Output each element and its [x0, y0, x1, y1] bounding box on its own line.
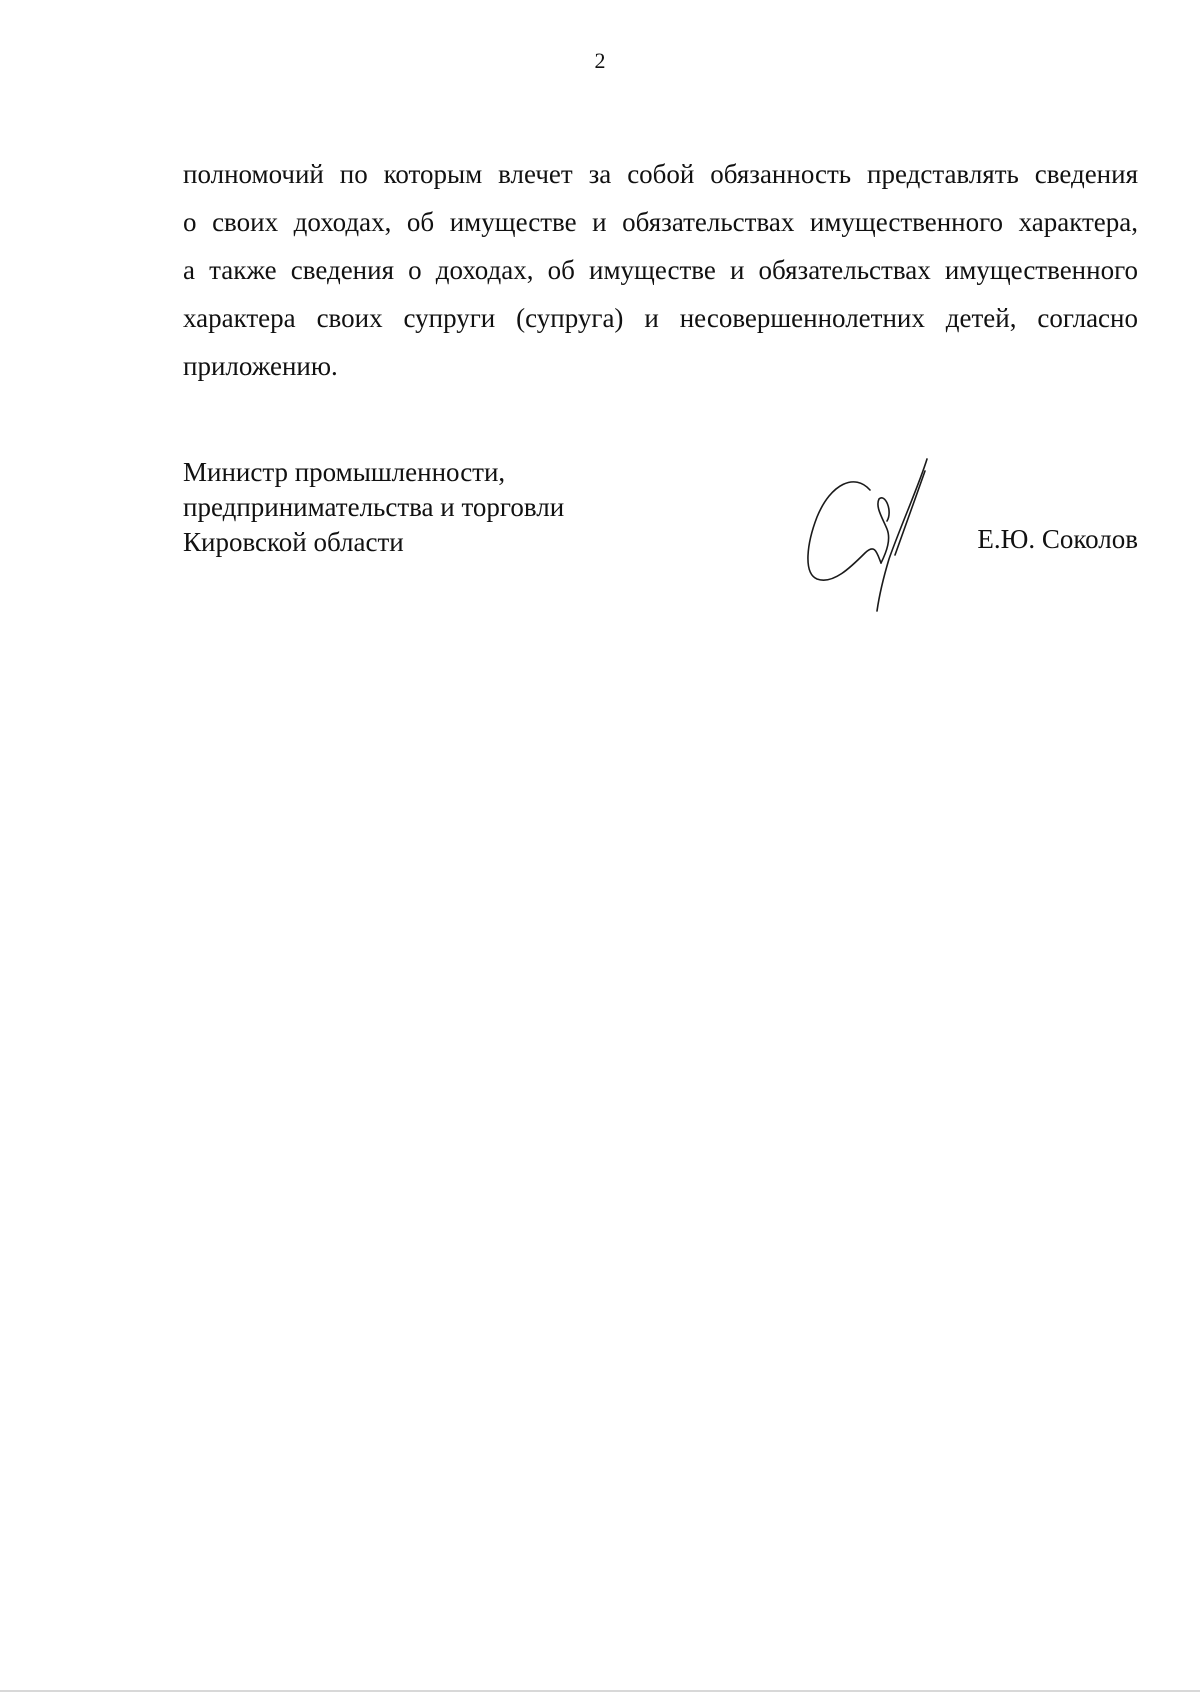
body-line: о своих доходах, об имуществе и обязательствах имущественного характера,: [183, 207, 1138, 237]
scan-bottom-edge: [0, 1690, 1200, 1692]
body-line: приложению.: [183, 351, 338, 381]
signer-name: Е.Ю. Соколов: [977, 524, 1138, 554]
page-number: 2: [594, 48, 606, 73]
handwritten-signature-icon: [795, 455, 955, 615]
body-line: а также сведения о доходах, об имуществе и обязательствах имущественного: [183, 255, 1138, 285]
body-paragraph: [183, 150, 1138, 390]
body-line: характера своих супруги (супруга) и несовершеннолетних детей, согласно: [183, 303, 1138, 333]
position-line: Министр промышленности,: [183, 457, 506, 487]
position-line: предпринимательства и торговли: [183, 492, 565, 522]
position-line: Кировской области: [183, 527, 404, 557]
body-line: полномочий по которым влечет за собой обязанность представлять сведения: [183, 159, 1138, 189]
signatory-position: [183, 455, 564, 560]
